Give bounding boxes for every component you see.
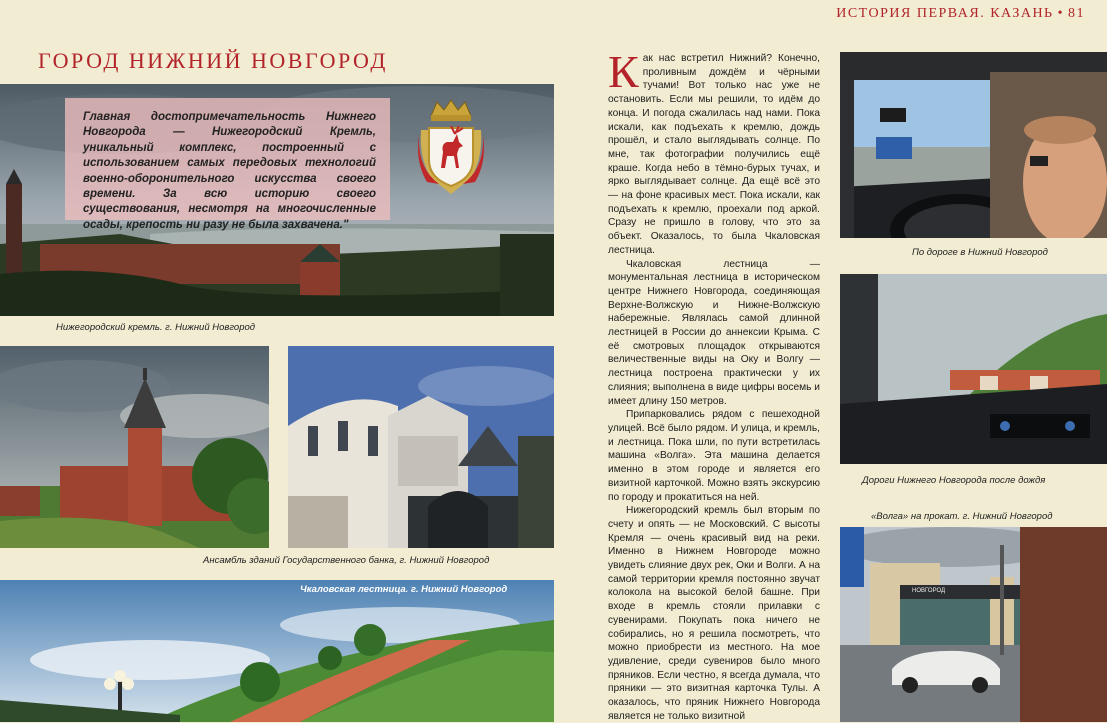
article-first-paragraph: ак нас встретил Нижний? Конечно, проливным дождём и чёрными тучами! Вот только нас уже не остановить. Если мы решили, то идём до конца. И погода сжалилась над нами. Пока искали, как подъехать к кремлю, дождь прошёл, и стало выглядывать солнце. По мне, так фотографии получились ещё краше. Когда небо в тёмно-бурых тучах, и ярко выглядывает солнце. Да ещё всё это — на фоне красивых мест. Пока искали, как подъехать к кремлю, проехали под аркой. Сразу не пришло в голову, что это за объект. Оказалось, то была Чкаловская лестница. <box>608 53 820 256</box>
section-title: ГОРОД НИЖНИЙ НОВГОРОД <box>38 48 388 73</box>
rainy-road-photo <box>840 274 1107 464</box>
dropcap: К <box>608 46 639 97</box>
page-number: 81 <box>1068 6 1085 21</box>
article-paragraph-2: Чкаловская лестница — монументальная лестница в историческом центре Нижнего Новгорода, соединяющая Верхне-Волжскую и Нижне-Волжскую набережные. Являлась самой длинной лестницей в России до аннексии Крыма. С её смотровых площадок открываются величественные виды на Оку и Волгу — лестница построена практически у их слияния; выполнена в виде цифры восемь и имеет длину 150 метров. <box>608 258 820 407</box>
running-header <box>836 6 1085 22</box>
caption-volga-rent: «Волга» на прокат. г. Нижний Новгород <box>871 511 1053 522</box>
header-separator: • <box>1057 6 1064 21</box>
article-paragraph-3: Припарковались рядом с пешеходной улицей. Всё было рядом. И улица, и кремль, и лестница. Пока шли, по пути встретилась машина «Волга». Эта машина делается именно в этом городе и является его визитной карточкой. Можно взять экскурсию по городу и прокатиться на ней. <box>608 409 820 503</box>
caption-chkalov-stairs: Чкаловская лестница. г. Нижний Новгород <box>300 584 508 595</box>
caption-on-road: По дороге в Нижний Новгород <box>912 247 1048 258</box>
nizhny-novgorod-coat-of-arms-icon <box>417 98 485 196</box>
state-bank-photo <box>288 346 554 548</box>
kremlin-tower-photo <box>0 346 269 548</box>
article-paragraph-1 <box>608 46 820 258</box>
volga-car-photo <box>840 527 1107 722</box>
store-sign: НОВГОРОД <box>912 588 946 594</box>
caption-state-bank: Ансамбль зданий Государственного банка, г. Нижний Новгород <box>203 555 490 566</box>
caption-kremlin-panorama: Нижегородский кремль. г. Нижний Новгород <box>56 322 256 333</box>
article-paragraph-4: Нижегородский кремль был вторым по счету и опять — не Московский. С высоты Кремля — очень красивый вид на реки. Именно в Нижнем Новгороде можно увидеть слияние двух рек, Оки и Волги. А на самой территории кремля постоянно звучат колокола на высокой белой башне. При входе в кремль стояли прилавки с сувенирами. Покупать пока ничего не собирались, но я решила посмотреть, что можно приобрести из местного. На мое удивление, среди сувениров было много пряников. Если честно, я всегда думала, что пряники — это визитная карточка Тулы. А оказалось, что пряник Нижнего Новгорода является не только визитной <box>608 505 820 722</box>
caption-after-rain: Дороги Нижнего Новгорода после дождя <box>862 475 1046 486</box>
chkalov-stairs-photo <box>0 580 554 722</box>
running-title: ИСТОРИЯ ПЕРВАЯ. КАЗАНЬ <box>836 6 1054 21</box>
kremlin-quote: Главная достопримечательность Нижнего Новгорода — Нижегородский Кремль, уникальный комплекс, построенный с использованием самых передовых технологий военно-оборонительного искусства своего времени. За всю историю своего существования, несмотря на многочисленные осады, крепость ни разу не была захвачена." <box>83 111 376 231</box>
article-text <box>608 46 820 723</box>
car-interior-photo <box>840 52 1107 238</box>
